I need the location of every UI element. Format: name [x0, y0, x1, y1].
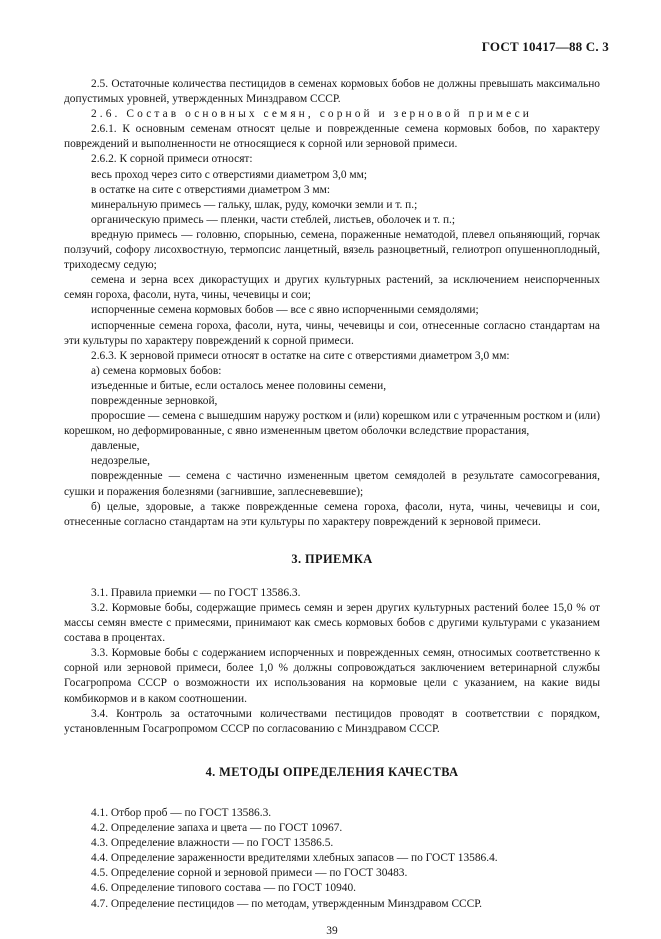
- list-item: минеральную примесь — гальку, шлак, руду, комочки земли и т. п.;: [91, 198, 418, 211]
- paragraph-4-7: 4.7. Определение пестицидов — по методам, утвержденным Минздравом СССР.: [91, 897, 483, 910]
- paragraph-3-4: 3.4. Контроль за остаточными количествами пестицидов проводят в соответствии с порядком, установленным Госагропромом СССР по согласованию с Минздравом СССР.: [64, 707, 600, 735]
- list-item: а) семена кормовых бобов:: [91, 364, 222, 377]
- document-body: [64, 77, 600, 939]
- list-item: испорченные семена гороха, фасоли, нута, чины, чечевицы и сои, отнесенные согласно стандартам на эти культуры по характеру повреждений к сорной примеси.: [64, 319, 600, 347]
- paragraph-2-6-1: 2.6.1. К основным семенам относят целые и поврежденные семена кормовых бобов, по характеру повреждений и выполненности не относящиеся к сорной или зерновой примеси.: [64, 123, 600, 151]
- list-item: проросшие — семена с вышедшим наружу ростком и (или) корешком или с утраченным ростком и (или) корешком, но деформированные, с явно измененным цветом оболочки вследствие прорастания,: [64, 410, 600, 438]
- paragraph-2-6-3: 2.6.3. К зерновой примеси относят в остатке на сите с отверстиями диаметром 3,0 мм:: [91, 349, 510, 362]
- paragraph-4-6: 4.6. Определение типового состава — по ГОСТ 10940.: [91, 882, 356, 895]
- paragraph-4-3: 4.3. Определение влажности — по ГОСТ 13586.5.: [91, 837, 334, 850]
- paragraph-4-4: 4.4. Определение зараженности вредителями хлебных запасов — по ГОСТ 13586.4.: [91, 852, 498, 865]
- list-item: поврежденные зерновкой,: [91, 394, 218, 407]
- list-item: семена и зерна всех дикорастущих и других культурных растений, за исключением неиспорченных семян гороха, фасоли, нута, чины, чечевицы и сои;: [64, 274, 600, 302]
- list-item: вредную примесь — головню, спорынью, семена, пораженные нематодой, плевел опьяняющий, горчак ползучий, софору лисохвостную, термопсис ланцетный, вязель разноцветный, гелиотроп опушенноплодный, триходесму седую;: [64, 228, 600, 272]
- section-4-heading: 4. МЕТОДЫ ОПРЕДЕЛЕНИЯ КАЧЕСТВА: [205, 764, 459, 779]
- paragraph-2-6-2: 2.6.2. К сорной примеси относят:: [91, 153, 253, 166]
- list-item: в остатке на сите с отверстиями диаметром 3 мм:: [91, 183, 330, 196]
- paragraph-3-3: 3.3. Кормовые бобы с содержанием испорченных и поврежденных семян, относимых соответственно к сорной или зерновой примеси, более 1,0 % должны сопровождаться заключением ветеринарной службы Госагропрома СССР о возможности их использования на кормовые цели с указанием, на какие виды комбикормов и в каком соотношении.: [64, 647, 600, 705]
- list-item: б) целые, здоровые, а также поврежденные семена гороха, фасоли, нута, чины, чечевицы и сои, отнесенные согласно стандартам на эти культуры по характеру повреждений к зерновой примеси.: [64, 500, 600, 528]
- paragraph-3-2: 3.2. Кормовые бобы, содержащие примесь семян и зерен других культурных растений более 15,0 % от массы семян вместе с примесями, принимают как смесь кормовых бобов с другими культурами с указанием состава в процентах.: [64, 602, 600, 645]
- paragraph-4-1: 4.1. Отбор проб — по ГОСТ 13586.3.: [91, 806, 272, 819]
- page-header: ГОСТ 10417—88 С. 3: [481, 39, 609, 54]
- paragraph-2-5: 2.5. Остаточные количества пестицидов в семенах кормовых бобов не должны превышать максимально допустимых уровней, утвержденных Минздравом СССР.: [64, 78, 600, 106]
- paragraph-4-2: 4.2. Определение запаха и цвета — по ГОСТ 10967.: [91, 822, 343, 835]
- list-item: испорченные семена кормовых бобов — все с явно испорченными семядолями;: [91, 304, 479, 317]
- list-item: весь проход через сито с отверстиями диаметром 3,0 мм;: [91, 168, 367, 181]
- paragraph-3-1: 3.1. Правила приемки — по ГОСТ 13586.3.: [91, 586, 301, 599]
- list-item: поврежденные — семена с частично измененным цветом семядолей в результате самосогревания, сушки и поражения болезнями (загнившие, заплесневевшие);: [64, 470, 600, 498]
- list-item: давленые,: [91, 440, 140, 453]
- list-item: изъеденные и битые, если осталось менее половины семени,: [91, 379, 387, 392]
- list-item: недозрелые,: [91, 455, 150, 468]
- paragraph-4-5: 4.5. Определение сорной и зерновой примеси — по ГОСТ 30483.: [91, 867, 408, 880]
- section-3-heading: 3. ПРИЕМКА: [291, 551, 373, 566]
- list-item: органическую примесь — пленки, части стеблей, листьев, оболочек и т. п.;: [91, 213, 456, 226]
- subheading-2-6: 2.6. Состав основных семян, сорной и зерновой примеси: [91, 108, 532, 121]
- page-number: 39: [326, 924, 338, 937]
